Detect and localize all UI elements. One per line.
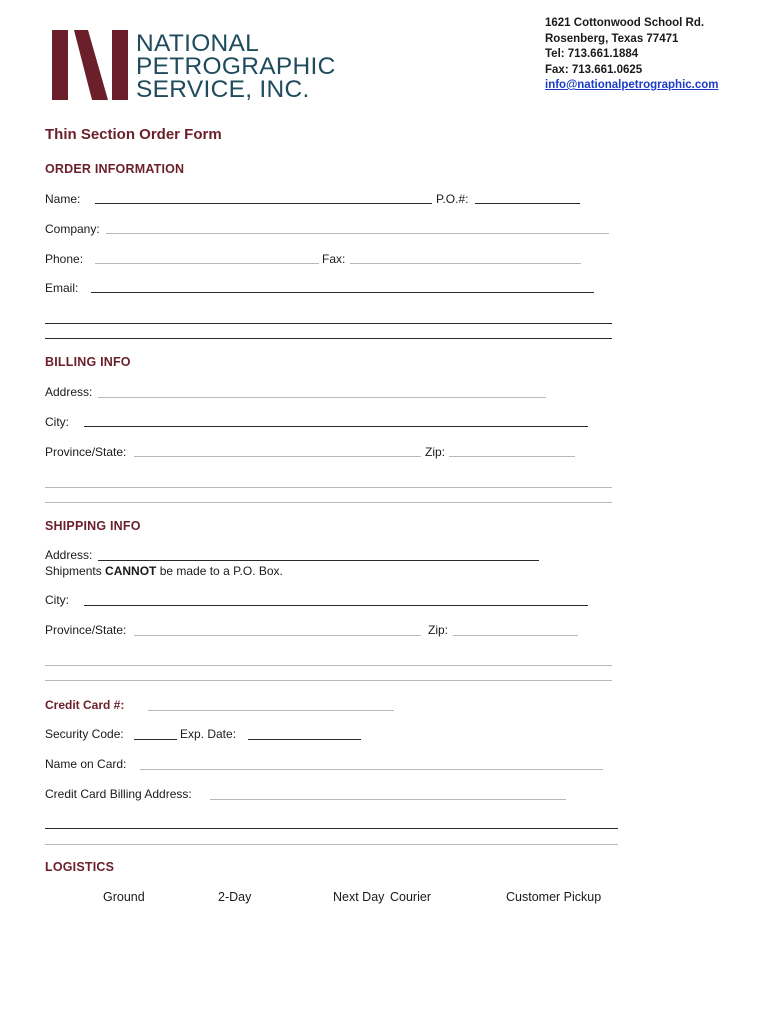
shipping-info-heading: SHIPPING INFO [45, 519, 141, 533]
option-customer-pickup[interactable]: Customer Pickup [506, 890, 602, 904]
shipping-province-label: Province/State: [45, 623, 127, 637]
billing-province-field[interactable] [134, 456, 421, 457]
exp-date-field[interactable] [248, 739, 361, 740]
order-info-heading: ORDER INFORMATION [45, 162, 185, 176]
billing-address-label: Address: [45, 385, 93, 399]
card-billing-address-label: Credit Card Billing Address: [45, 787, 192, 801]
company-logo-mark [52, 28, 132, 102]
shipping-zip-label: Zip: [428, 623, 449, 637]
logo-line-1: NATIONAL [136, 30, 260, 57]
shipping-city-field[interactable] [84, 605, 588, 606]
form-title: Thin Section Order Form [45, 126, 222, 143]
shipping-extra-line-1[interactable] [45, 665, 612, 666]
order-extra-line-2[interactable] [45, 338, 612, 339]
phone-field[interactable] [95, 263, 319, 264]
shipping-city-label: City: [45, 593, 69, 607]
fax-number: Fax: 713.661.0625 [545, 63, 643, 76]
billing-extra-line-2[interactable] [45, 502, 612, 503]
name-on-card-label: Name on Card: [45, 757, 127, 771]
order-extra-line-1[interactable] [45, 323, 612, 324]
billing-city-field[interactable] [84, 426, 588, 427]
option-courier[interactable]: Courier [390, 890, 431, 904]
shipping-note-prefix: Shipments [45, 564, 106, 578]
credit-card-label [45, 698, 124, 712]
fax-label: Fax: [322, 252, 346, 266]
credit-card-label-text: Credit Card #: [45, 698, 125, 712]
po-field[interactable] [475, 203, 580, 204]
shipping-note-bold: CANNOT [105, 564, 157, 578]
telephone: Tel: 713.661.1884 [545, 48, 639, 60]
po-label: P.O.#: [436, 192, 469, 206]
name-on-card-field[interactable] [140, 769, 603, 770]
card-billing-address-field[interactable] [210, 799, 566, 800]
address-line-1: 1621 Cottonwood School Rd. [545, 17, 705, 29]
company-logo-text [136, 32, 336, 101]
billing-info-heading: BILLING INFO [45, 355, 131, 369]
email-field[interactable] [91, 292, 594, 293]
shipping-note-suffix: be made to a P.O. Box. [156, 564, 283, 578]
option-ground[interactable]: Ground [103, 890, 145, 904]
billing-address-field[interactable] [98, 397, 546, 398]
shipping-note [45, 564, 283, 578]
name-field[interactable] [95, 203, 432, 204]
logistics-heading: LOGISTICS [45, 860, 115, 874]
email-label: Email: [45, 281, 79, 295]
billing-province-label: Province/State: [45, 445, 127, 459]
shipping-extra-line-2[interactable] [45, 680, 612, 681]
security-code-field[interactable] [134, 739, 177, 740]
company-label: Company: [45, 222, 100, 236]
company-field[interactable] [106, 233, 609, 234]
fax-field[interactable] [350, 263, 581, 264]
security-code-label: Security Code: [45, 727, 124, 741]
address-line-2: Rosenberg, Texas 77471 [545, 32, 679, 45]
credit-card-field[interactable] [148, 710, 394, 711]
option-next-day[interactable]: Next Day [333, 890, 385, 904]
shipping-province-field[interactable] [134, 635, 421, 636]
phone-label: Phone: [45, 252, 84, 266]
card-extra-line-1[interactable] [45, 828, 618, 829]
billing-city-label: City: [45, 415, 69, 429]
shipping-address-label: Address: [45, 548, 93, 562]
name-label: Name: [45, 192, 81, 206]
logo-line-3: SERVICE, INC. [136, 76, 310, 103]
shipping-zip-field[interactable] [453, 635, 578, 636]
email-link[interactable]: info@nationalpetrographic.com [545, 79, 719, 91]
company-address-block [545, 16, 719, 94]
option-2-day[interactable]: 2-Day [218, 890, 252, 904]
billing-extra-line-1[interactable] [45, 487, 612, 488]
card-extra-line-2[interactable] [45, 844, 618, 845]
exp-date-label: Exp. Date: [180, 727, 237, 741]
logo-line-2: PETROGRAPHIC [136, 53, 336, 80]
shipping-address-field[interactable] [98, 560, 539, 561]
billing-zip-field[interactable] [449, 456, 575, 457]
billing-zip-label: Zip: [425, 445, 446, 459]
